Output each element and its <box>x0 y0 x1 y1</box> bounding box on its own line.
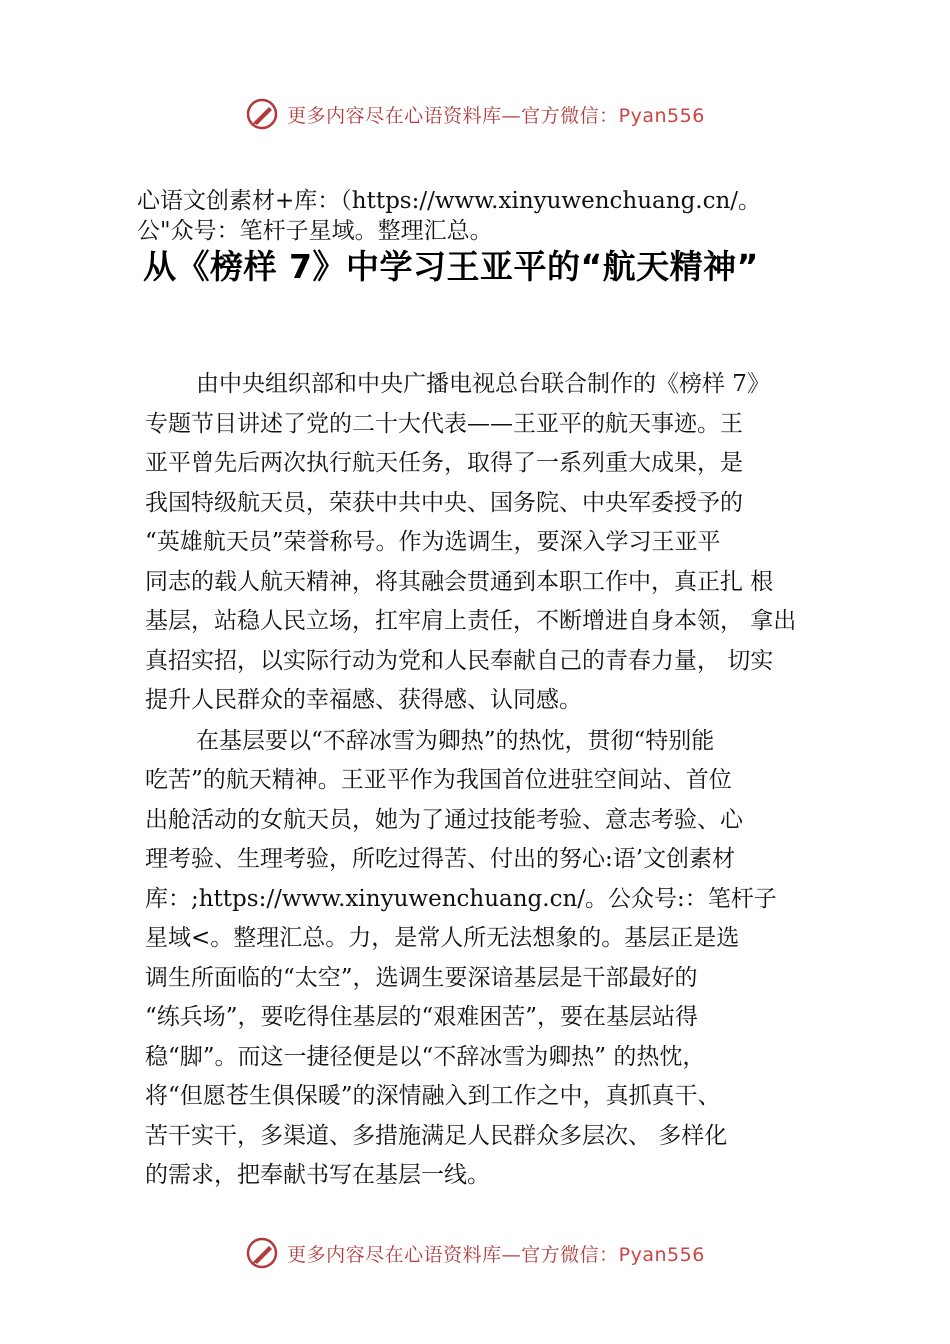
text-line: 专题节目讲述了党的二十大代表——王亚平的航天事迹。王 <box>145 410 743 437</box>
header-banner <box>0 94 950 134</box>
text-line: 苦干实干，多渠道、多措施满足人民群众多层次、 多样化 <box>145 1122 728 1149</box>
text-line: 真招实招，以实际行动为党和人民奉献自己的青春力量， 切实 <box>145 647 774 674</box>
source-note <box>137 186 917 246</box>
footer-banner <box>0 1233 950 1273</box>
text-line: 吃苦”的航天精神。王亚平作为我国首位进驻空间站、首位 <box>145 767 732 793</box>
text-line: 我国特级航天员，荣获中共中央、国务院、中央军委授予的 <box>145 489 743 516</box>
pen-logo-icon <box>245 1236 279 1270</box>
text-line: 同志的载人航天精神，将其融会贯通到本职工作中，真正扎 根 <box>145 568 774 595</box>
text-line: 基层，站稳人民立场，扛牢肩上责任，不断增进自身本领， 拿出 <box>145 608 797 634</box>
banner-text: 更多内容尽在心语资料库—官方微信：Pyan556 <box>287 104 705 127</box>
text-line: 星域<。整理汇总。力，是常人所无法想象的。基层正是选 <box>145 925 740 951</box>
text-line: 理考验、生理考验，所吃过得苦、付出的努心:语’文创素材 <box>145 846 736 872</box>
text-line: 将“但愿苍生俱保暖”的深情融入到工作之中，真抓真干、 <box>145 1083 721 1109</box>
article-body <box>145 365 835 1196</box>
article-title: 从《榜样 7》中学习王亚平的“航天精神” <box>143 247 759 286</box>
text-line: 亚平曾先后两次执行航天任务，取得了一系列重大成果，是 <box>145 450 743 476</box>
source-line: 公"众号：笔杆子星域。整理汇总。 <box>137 218 493 244</box>
text-line: 调生所面临的“太空”，选调生要深谙基层是干部最好的 <box>145 964 698 991</box>
text-line: 出舱活动的女航天员，她为了通过技能考验、意志考验、心 <box>145 806 743 833</box>
source-line: 心语文创素材+库：（https://www.xinyuwenchuang.cn/。 <box>137 188 762 214</box>
text-line: “练兵场”，要吃得住基层的“艰难困苦”，要在基层站得 <box>145 1004 699 1030</box>
banner-text: 更多内容尽在心语资料库—官方微信：Pyan556 <box>287 1243 705 1266</box>
pen-logo-icon <box>245 97 279 131</box>
text-line: 稳“脚”。而这一捷径便是以“不辞冰雪为卿热” 的热忱， <box>145 1043 706 1070</box>
text-line: 库：;https://www.xinyuwenchuang.cn/。公众号:：笔杆子 <box>145 885 777 912</box>
paragraph-2 <box>145 722 835 1196</box>
text-line: 提升人民群众的幸福感、获得感、认同感。 <box>145 687 582 713</box>
wechat-id: Pyan556 <box>618 104 705 127</box>
paragraph-1 <box>145 365 835 721</box>
text-line: 的需求，把奉献书写在基层一线。 <box>145 1162 490 1188</box>
text-line: 由中央组织部和中央广播电视总台联合制作的《榜样 7》 <box>196 371 770 397</box>
text-line: “英雄航天员”荣誉称号。作为选调生，要深入学习王亚平 <box>145 529 721 555</box>
text-line: 在基层要以“不辞冰雪为卿热”的热忱，贯彻“特别能 <box>196 727 715 754</box>
wechat-id: Pyan556 <box>618 1243 705 1266</box>
